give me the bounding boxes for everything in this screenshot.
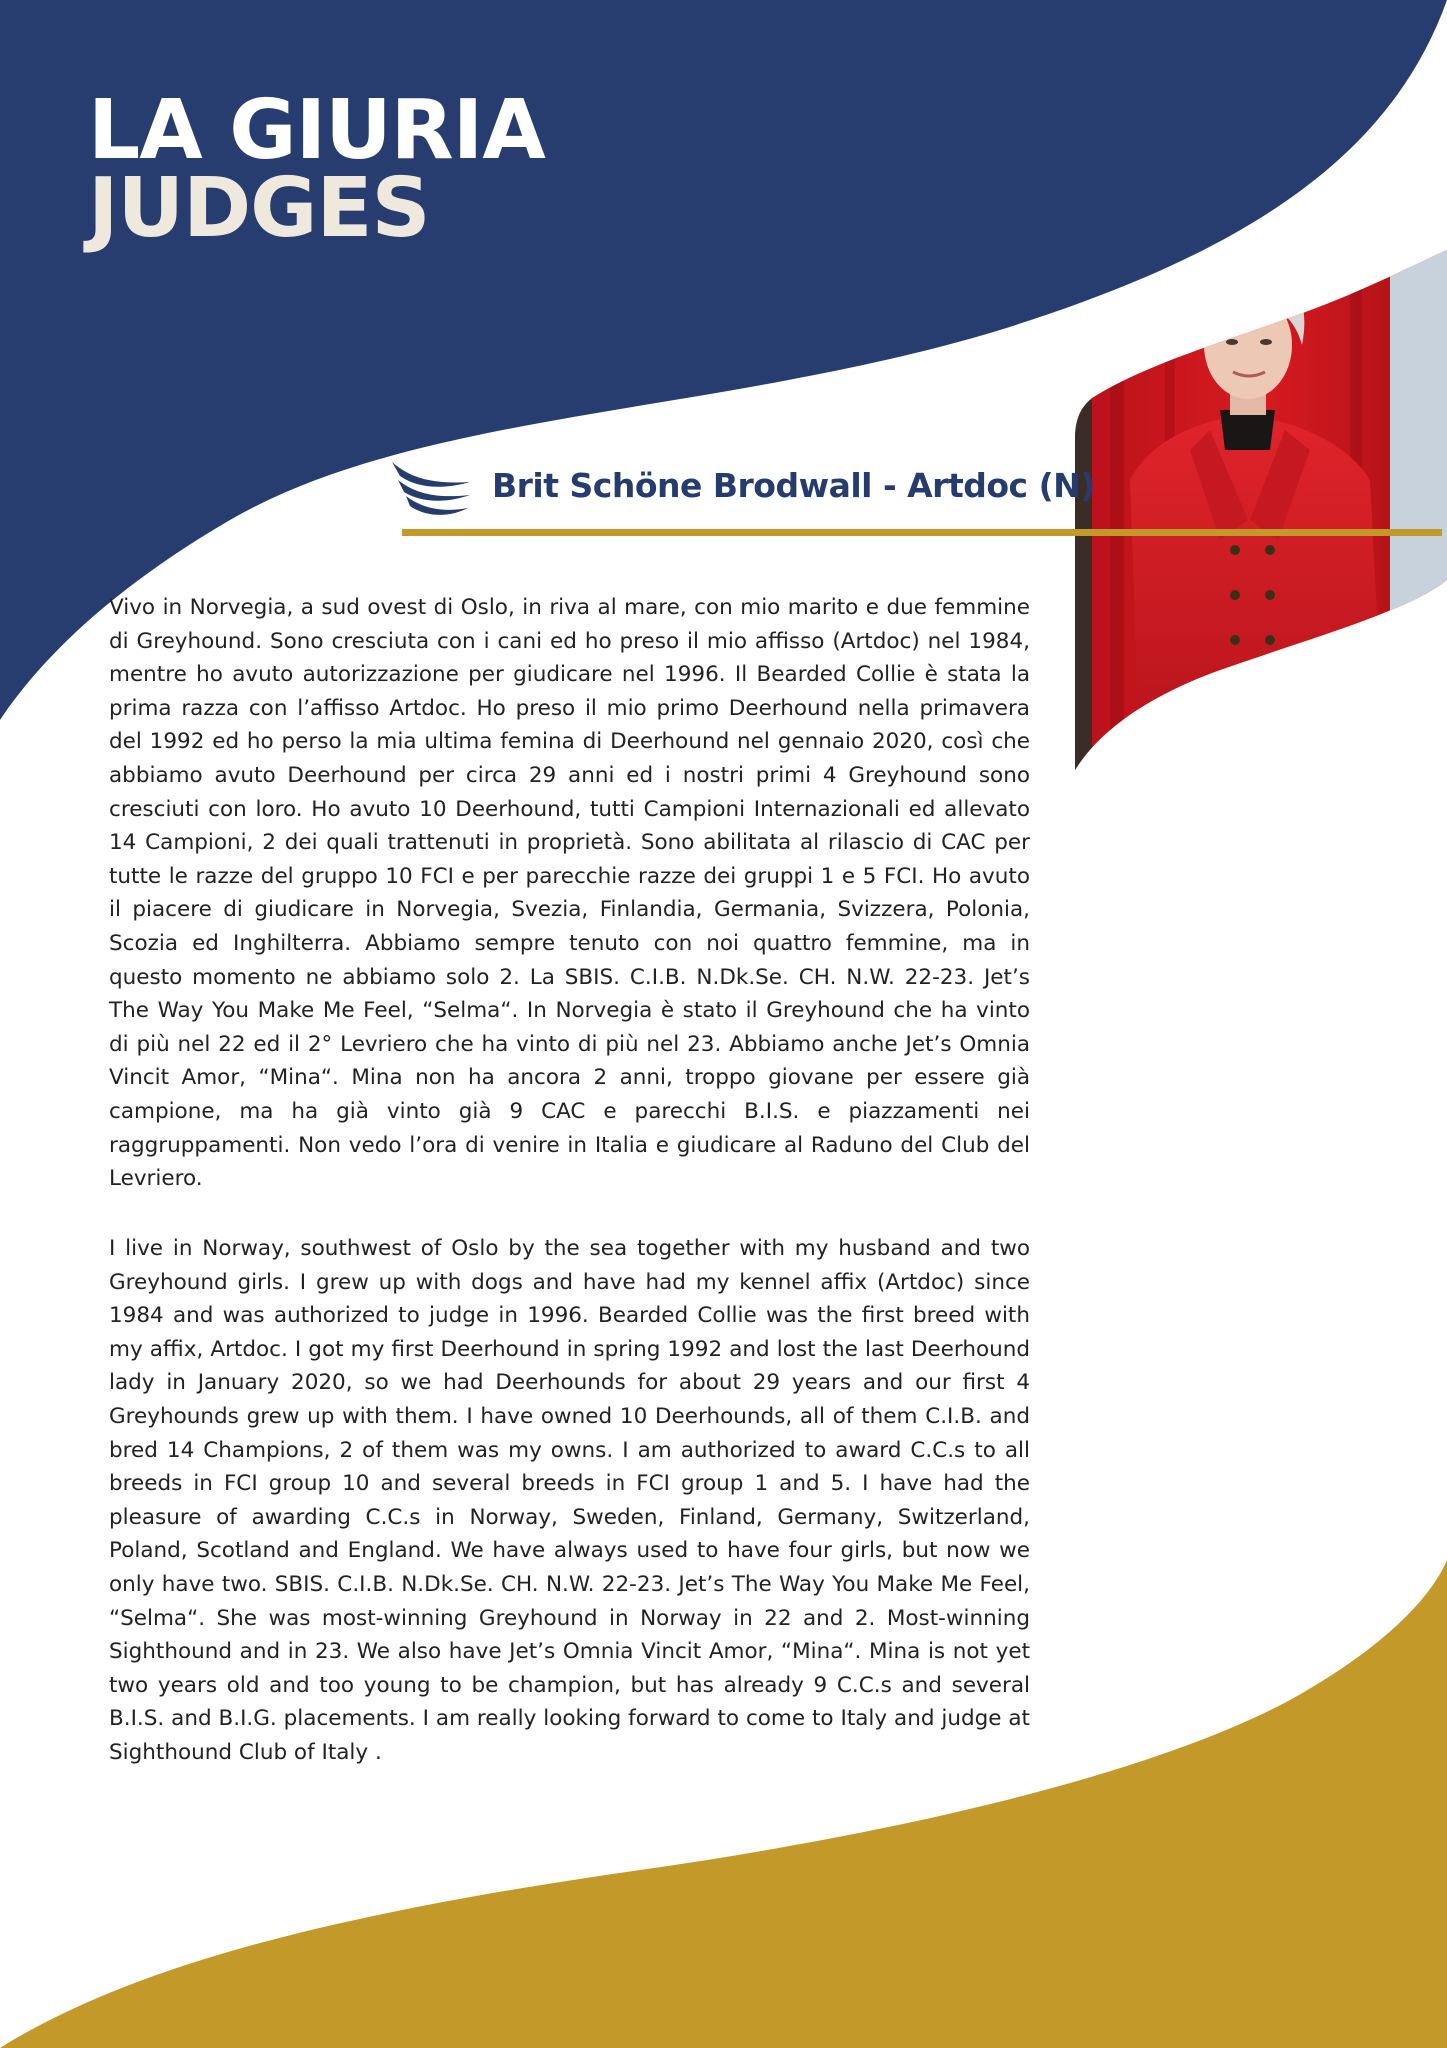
title-english: JUDGES xyxy=(88,161,430,256)
wings-logo-icon xyxy=(392,462,472,522)
bio-italian: Vivo in Norvegia, a sud ovest di Oslo, in riva al mare, con mio marito e due femmine di Greyhound. Sono cresciuta con i cani ed ho preso il mio affisso (Artdoc) nel 1984, mentre ho avuto autorizzazione per giudicare nel 1996. Il Bearded Collie è stata la prima razza con l’affisso Artdoc. Ho preso il mio primo Deerhound nella primavera del 1992 ed ho perso la mia ultima femina di Deerhound nel gennaio 2020, così che abbiamo avuto Deerhound per circa 29 anni ed i nostri primi 4 Greyhound sono cresciuti con loro. Ho avuto 10 Deerhound, tutti Campioni Internazionali ed allevato 14 Campioni, 2 dei quali trattenuti in proprietà. Sono abilitata al rilascio di CAC per tutte le razze del gruppo 10 FCI e per parecchie razze dei gruppi 1 e 5 FCI. Ho avuto il piacere di giudicare in Norvegia, Svezia, Finlandia, Germania, Svizzera, Polonia, Scozia ed Inghilterra. Abbiamo sempre tenuto con noi quattro femmine, ma in questo momento ne abbiamo solo 2. La SBIS. C.I.B. N.Dk.Se. CH. N.W. 22-23. Jet’s The Way You Make Me Feel, “Selma“. In Norvegia è stato il Greyhound che ha vinto di più nel 22 ed il 2° Levriero che ha vinto di più nel 23. Abbiamo anche Jet’s Omnia Vincit Amor, “Mina“. Mina non ha ancora 2 anni, troppo giovane per essere già campione, ma ha già vinto già 9 CAC e parecchi B.I.S. e piazzamenti nei raggruppamenti. Non vedo l’ora di venire in Italia e giudicare al Raduno del Club del Levriero. xyxy=(109,595,1030,1192)
judge-heading xyxy=(392,462,1095,532)
bio-english: I live in Norway, southwest of Oslo by the sea together with my husband and two Greyhound girls. I grew up with dogs and have had my kennel affix (Artdoc) since 1984 and was authorized to judge in 1996. Bearded Collie was the first breed with my affix, Artdoc. I got my first Deerhound in spring 1992 and lost the last Deerhound lady in January 2020, so we had Deerhounds for about 29 years and our first 4 Greyhounds grew up with them. I have owned 10 Deerhounds, all of them C.I.B. and bred 14 Champions, 2 of them was my owns. I am authorized to award C.C.s to all breeds in FCI group 10 and several breeds in FCI group 1 and 5. I have had the pleasure of awarding C.C.s in Norway, Sweden, Finland, Germany, Switzerland, Poland, Scotland and England. We have always used to have four girls, but now we only have two. SBIS. C.I.B. N.Dk.Se. CH. N.W. 22-23. Jet’s The Way You Make Me Feel, “Selma“. She was most-winning Greyhound in Norway in 22 and 2. Most-winning Sighthound and in 23. We also have Jet’s Omnia Vincit Amor, “Mina“. Mina is not yet two years old and too young to be champion, but has already 9 C.C.s and several B.I.S. and B.I.G. placements. I am really looking forward to come to Italy and judge at Sighthound Club of Italy . xyxy=(109,1236,1030,1765)
title-italian: LA GIURIA xyxy=(88,83,545,178)
judge-name: Brit Schöne Brodwall - Artdoc (N) xyxy=(492,466,1095,505)
gold-divider xyxy=(402,529,1442,536)
page-title xyxy=(88,83,545,256)
judge-portrait xyxy=(1070,250,1447,770)
